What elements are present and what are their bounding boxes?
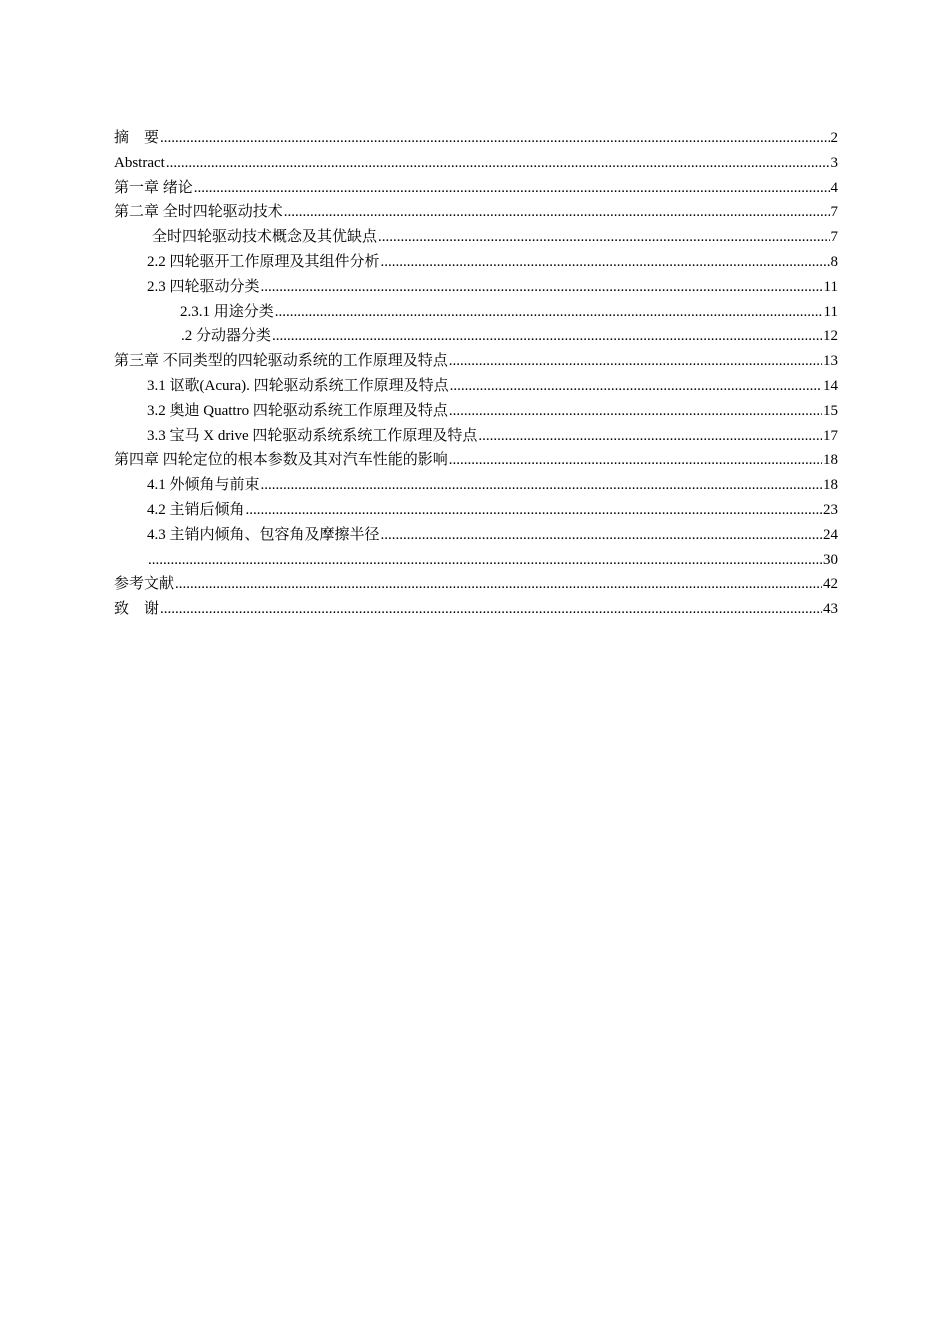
toc-entry-page: 12 (823, 328, 838, 345)
toc-dot-leader (381, 250, 830, 275)
toc-entry[interactable] (114, 498, 838, 523)
toc-dot-leader (148, 548, 822, 573)
toc-entry[interactable] (114, 275, 838, 300)
toc-entry-title: 全时四轮驱动技术概念及其优缺点 (152, 229, 378, 246)
toc-entry-page: 24 (823, 526, 838, 543)
toc-dot-leader (449, 349, 822, 374)
toc-entry-page: 30 (823, 551, 838, 568)
toc-entry-title: 第一章 绪论 (114, 179, 193, 196)
toc-dot-leader (449, 448, 822, 473)
toc-dot-leader (450, 374, 822, 399)
toc-entry-page: 14 (823, 377, 838, 394)
toc-entry-page: 18 (823, 452, 838, 469)
toc-entry[interactable] (114, 349, 838, 374)
toc-entry-page: 11 (823, 303, 838, 320)
toc-entry-title: 第二章 全时四轮驱动技术 (114, 204, 283, 221)
toc-entry-title: 摘 要 (114, 130, 160, 146)
toc-dot-leader (275, 300, 823, 325)
toc-dot-leader (261, 275, 823, 300)
toc-entry[interactable] (114, 548, 838, 573)
toc-dot-leader (175, 572, 822, 597)
toc-entry-title: 3.3 宝马 X drive 四轮驱动系统系统工作原理及特点 (147, 427, 478, 444)
toc-entry[interactable] (114, 126, 838, 151)
toc-dot-leader (284, 200, 830, 225)
toc-entry[interactable] (114, 225, 838, 250)
toc-dot-leader (166, 151, 830, 176)
toc-dot-leader (246, 498, 822, 523)
toc-entry-title: 致 谢 (114, 601, 160, 618)
toc-entry-title: 2.2 四轮驱开工作原理及其组件分析 (147, 253, 380, 270)
toc-entry-title: 2.3 四轮驱动分类 (147, 278, 260, 295)
toc-dot-leader (478, 424, 822, 449)
toc-entry-page: 13 (823, 353, 838, 370)
toc-entry-title: 3.2 奥迪 Quattro 四轮驱动系统工作原理及特点 (147, 402, 448, 419)
toc-entry-page: 7 (830, 204, 838, 221)
toc-entry[interactable] (114, 523, 838, 548)
toc-entry[interactable] (114, 200, 838, 225)
toc-entry-title: 4.2 主销后倾角 (147, 501, 245, 518)
table-of-contents (114, 126, 838, 622)
toc-entry-page: 17 (823, 427, 838, 444)
toc-entry[interactable] (114, 300, 838, 325)
toc-entry[interactable] (114, 176, 838, 201)
toc-dot-leader (272, 324, 822, 349)
toc-entry-title: 4.1 外倾角与前束 (147, 477, 260, 494)
toc-entry[interactable] (114, 374, 838, 399)
toc-entry-page: 2 (830, 130, 838, 146)
toc-entry-page: 7 (830, 229, 838, 246)
toc-entry-page: 23 (823, 501, 838, 518)
toc-dot-leader (381, 523, 822, 548)
toc-entry-title: .2 分动器分类 (181, 328, 272, 345)
toc-dot-leader (160, 597, 822, 622)
toc-entry-page: 43 (823, 601, 838, 618)
toc-entry-title: 第三章 不同类型的四轮驱动系统的工作原理及特点 (114, 353, 448, 370)
toc-entry[interactable] (114, 572, 838, 597)
toc-dot-leader (261, 473, 822, 498)
toc-entry-title: 2.3.1 用途分类 (180, 303, 274, 320)
toc-entry[interactable] (114, 151, 838, 176)
toc-dot-leader (160, 126, 829, 151)
toc-entry[interactable] (114, 250, 838, 275)
toc-entry[interactable] (114, 324, 838, 349)
toc-entry[interactable] (114, 399, 838, 424)
toc-entry[interactable] (114, 597, 838, 622)
toc-dot-leader (449, 399, 822, 424)
toc-entry[interactable] (114, 424, 838, 449)
toc-dot-leader (194, 176, 830, 201)
toc-entry-title: 参考文献 (114, 576, 175, 593)
toc-entry-page: 4 (830, 179, 838, 196)
toc-entry[interactable] (114, 448, 838, 473)
toc-entry-page: 3 (830, 154, 838, 171)
toc-entry-page: 11 (823, 278, 838, 295)
toc-entry-page: 42 (823, 576, 838, 593)
toc-entry-title: 3.1 讴歌(Acura). 四轮驱动系统工作原理及特点 (147, 377, 449, 394)
toc-entry-title: 第四章 四轮定位的根本参数及其对汽车性能的影响 (114, 452, 448, 469)
toc-entry-page: 15 (823, 402, 838, 419)
toc-entry-title: 4.3 主销内倾角、包容角及摩擦半径 (147, 526, 380, 543)
toc-entry-page: 18 (823, 477, 838, 494)
toc-entry[interactable] (114, 473, 838, 498)
toc-dot-leader (378, 225, 829, 250)
toc-entry-page: 8 (830, 253, 838, 270)
toc-entry-title: Abstract (114, 154, 165, 171)
